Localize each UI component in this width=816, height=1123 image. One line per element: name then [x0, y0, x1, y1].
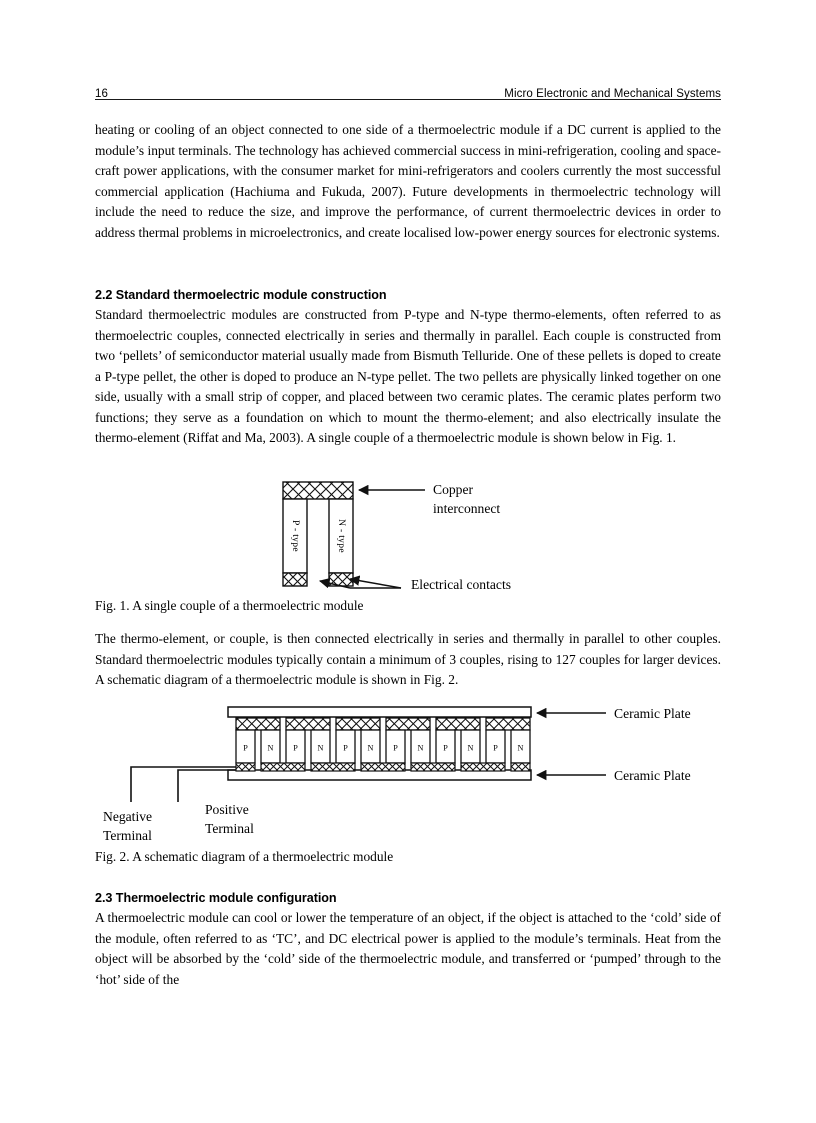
- positive-terminal-label-line2: Terminal: [205, 821, 254, 836]
- pellet-array: [236, 718, 530, 771]
- section-2-2-heading-block: [95, 286, 721, 304]
- section-2-2-body: Standard thermoelectric modules are constructed from P-type and N-type thermo-elements, often referred to as thermoelectric couples, connected electrically in series and thermally in parallel. Each couple is constructed from two ‘pellets’ of semiconductor material usually made from Bismuth Telluride. One of these pellets is doped to create a P-type pellet, the other is doped to produce an N-type pellet. The two pellets are physically linked together on one side, usually with a small strip of copper, and placed between two ceramic plates. The ceramic plates perform two functions; they serve as a foundation on which to mount the thermo-element; and also electrically insulate the thermo-element (Riffat and Ma, 2003). A single couple of a thermoelectric module is shown below in Fig. 1.: [95, 307, 721, 446]
- figure-1-thermoelectric-couple: [95, 478, 721, 590]
- pellet-letter-p: P: [493, 743, 498, 753]
- copper-bridge-bottom: [411, 763, 455, 771]
- section-2-3-heading-block: [95, 889, 721, 907]
- pellet-letter-n: N: [467, 743, 474, 753]
- copper-bridge-bottom-end: [511, 763, 530, 771]
- electrical-contacts-label: Electrical contacts: [411, 577, 512, 590]
- copper-bridge-top: [436, 718, 480, 730]
- figure-2-caption-block: [95, 847, 721, 868]
- n-type-pellet-label: N - type: [335, 519, 347, 553]
- intro-paragraph-block: [95, 120, 721, 243]
- after-figure-1-paragraph: The thermo-element, or couple, is then connected electrically in series and thermally in parallel to other couples. Standard thermoelectric modules typically contain a minimum of 3 couples, rising to 127 couples for larger devices. A schematic diagram of a thermoelectric module is shown in Fig. 2.: [95, 631, 721, 688]
- copper-bridge-top: [486, 718, 530, 730]
- copper-bridge-bottom-end: [236, 763, 255, 771]
- figure-2-thermoelectric-module: [95, 700, 721, 848]
- pellet-letter-p: P: [243, 743, 248, 753]
- copper-interconnect-label-line2: interconnect: [433, 501, 501, 516]
- copper-interconnect-label-line1: Copper: [433, 482, 474, 497]
- pellet-letter-p: P: [393, 743, 398, 753]
- pellet-letter-p: P: [293, 743, 298, 753]
- copper-bridge-top: [236, 718, 280, 730]
- negative-terminal-lead: [131, 767, 236, 802]
- pellet-letter-n: N: [517, 743, 524, 753]
- section-2-3-body-block: [95, 908, 721, 990]
- ceramic-plate-top: [228, 707, 531, 717]
- figure-1-caption: Fig. 1. A single couple of a thermoelectric module: [95, 598, 364, 613]
- running-head: Micro Electronic and Mechanical Systems: [504, 88, 721, 100]
- pellet-letter-n: N: [267, 743, 274, 753]
- page-number: 16: [95, 88, 108, 100]
- n-type-pellet: [329, 499, 353, 573]
- figure-1-caption-block: [95, 596, 721, 617]
- ceramic-plate-bottom-label: Ceramic Plate: [614, 768, 691, 783]
- section-2-2-body-block: [95, 305, 721, 449]
- header-rule: [95, 99, 721, 100]
- page-header: [95, 78, 721, 100]
- pellet-letter-n: N: [367, 743, 374, 753]
- intro-paragraph: heating or cooling of an object connected to one side of a thermoelectric module if a DC current is applied to the module’s input terminals. The technology has achieved commercial success in mini-refrigeration, cooling and space-craft power applications, with the consumer market for mini-refrigerators and coolers currently the most successful commercial application (Hachiuma and Fukuda, 2007). Future developments in thermoelectric technology will include the need to reduce the size, and improve the performance, of current thermoelectric devices in order to address thermal problems in microelectronics, and create localised low-power energy sources for electronic systems.: [95, 122, 721, 240]
- figure-2-caption: Fig. 2. A schematic diagram of a thermoelectric module: [95, 849, 394, 864]
- section-2-2-heading: 2.2 Standard thermoelectric module construction: [95, 288, 387, 302]
- p-type-pellet: [283, 499, 307, 573]
- copper-bridge-bottom: [361, 763, 405, 771]
- pellet-letter-n: N: [417, 743, 424, 753]
- ceramic-plate-top-label: Ceramic Plate: [614, 706, 691, 721]
- electrical-contact-left: [283, 573, 307, 586]
- pellet-letter-p: P: [343, 743, 348, 753]
- copper-bridge-top: [386, 718, 430, 730]
- copper-bridge-bottom: [311, 763, 355, 771]
- pellet-letter-n: N: [317, 743, 324, 753]
- copper-bridge-top: [336, 718, 380, 730]
- negative-terminal-label-line1: Negative: [103, 809, 153, 824]
- copper-bridge-bottom: [461, 763, 505, 771]
- copper-bridge-top: [286, 718, 330, 730]
- pellet-letter-p: P: [443, 743, 448, 753]
- copper-bridge-bottom: [261, 763, 305, 771]
- copper-interconnect-bar: [283, 482, 353, 499]
- p-type-pellet-label: P - type: [289, 520, 301, 552]
- negative-terminal-label-line2: Terminal: [103, 828, 152, 843]
- section-2-3-body: A thermoelectric module can cool or lower the temperature of an object, if the object is attached to the ‘cold’ side of the module, often referred to as ‘TC’, and DC electrical power is applied to the module’s terminals. Heat from the object will be absorbed by the ‘cold’ side of the thermoelectric module, and transferred or ‘pumped’ through to the ‘hot’ side of the: [95, 910, 721, 987]
- after-figure-1-paragraph-block: [95, 629, 721, 691]
- section-2-3-heading: 2.3 Thermoelectric module configuration: [95, 891, 337, 905]
- positive-terminal-label-line1: Positive: [205, 802, 249, 817]
